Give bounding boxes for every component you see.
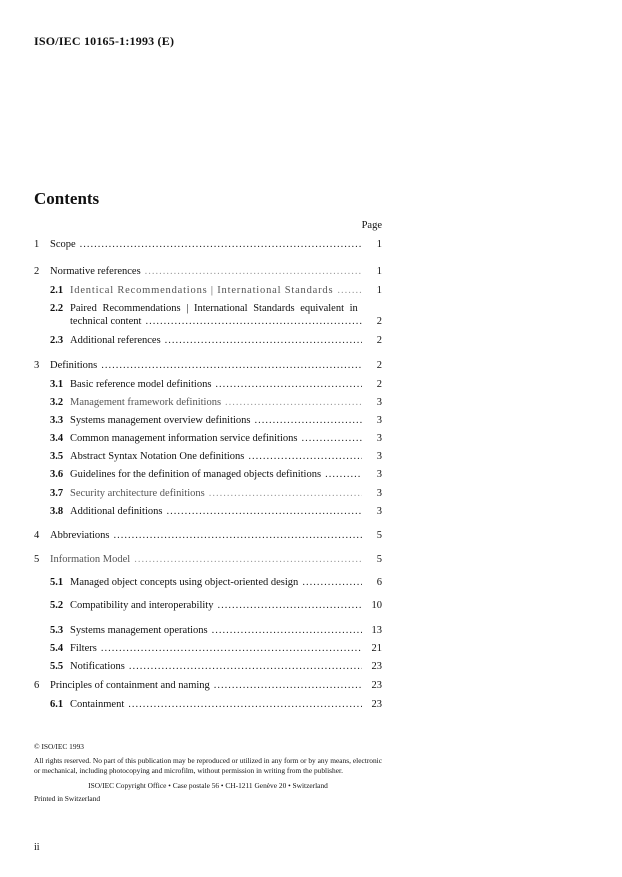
toc-entry-page: 2 bbox=[376, 360, 382, 371]
toc-entry[interactable] bbox=[34, 576, 382, 589]
toc-entry-title: Principles of containment and naming bbox=[50, 680, 210, 691]
toc-entry-number: 3.3 bbox=[50, 415, 64, 426]
toc-entry-page: 3 bbox=[376, 451, 382, 462]
toc-entry-title: Filters bbox=[70, 643, 97, 654]
toc-entry-page: 3 bbox=[376, 469, 382, 480]
toc-entry[interactable] bbox=[34, 450, 382, 463]
toc-entry-title: Definitions bbox=[50, 360, 98, 371]
toc-entry-number: 2 bbox=[34, 266, 40, 277]
toc-entry-page: 5 bbox=[376, 554, 382, 565]
toc-entry[interactable] bbox=[34, 265, 382, 278]
toc-entry-number: 5.3 bbox=[50, 625, 64, 636]
toc-entry-number: 1 bbox=[34, 239, 40, 250]
toc-entry-title: Systems management overview definitions bbox=[70, 415, 251, 426]
toc-entry-title: Systems management operations bbox=[70, 625, 208, 636]
toc-entry-page: 13 bbox=[371, 625, 382, 636]
dot-leader bbox=[129, 660, 362, 673]
toc-entry-title: Abstract Syntax Notation One definitions bbox=[70, 451, 245, 462]
toc-entry-number: 3.4 bbox=[50, 433, 64, 444]
toc-entry-number: 5 bbox=[34, 554, 40, 565]
toc-entry-number: 3.1 bbox=[50, 379, 64, 390]
toc-entry-title-continued: technical content bbox=[70, 316, 142, 327]
toc-entry-number: 3.5 bbox=[50, 451, 64, 462]
toc-entry[interactable] bbox=[34, 378, 382, 391]
toc-entry-number: 5.5 bbox=[50, 661, 64, 672]
toc-entry[interactable] bbox=[34, 679, 382, 692]
toc-entry-title: Additional references bbox=[70, 335, 161, 346]
toc-entry-page: 3 bbox=[376, 415, 382, 426]
toc-entry-page: 23 bbox=[371, 680, 382, 691]
dot-leader bbox=[337, 284, 362, 297]
toc-entry[interactable] bbox=[34, 529, 382, 542]
toc-entry-number: 5.4 bbox=[50, 643, 64, 654]
toc-entry-page: 2 bbox=[376, 316, 382, 327]
dot-leader bbox=[325, 468, 362, 481]
toc-entry-number: 5.2 bbox=[50, 600, 64, 611]
dot-leader bbox=[145, 265, 362, 278]
toc-entry-page: 1 bbox=[376, 266, 382, 277]
toc-entry-number: 2.3 bbox=[50, 335, 64, 346]
dot-leader bbox=[302, 576, 362, 589]
toc-entry-title: Management framework definitions bbox=[70, 397, 222, 408]
dot-leader bbox=[214, 679, 362, 692]
dot-leader bbox=[225, 396, 362, 409]
dot-leader bbox=[217, 599, 362, 612]
toc-entry-number: 3 bbox=[34, 360, 40, 371]
toc-entry[interactable] bbox=[34, 432, 382, 445]
toc-entry-title: Normative references bbox=[50, 266, 141, 277]
copyright-office-address: ISO/IEC Copyright Office • Case postale 56 • CH-1211 Genève 20 • Switzerland bbox=[88, 780, 328, 790]
toc-entry-page: 23 bbox=[371, 661, 382, 672]
toc-entry-title: Identical Recommendations | International Standards bbox=[70, 285, 334, 296]
copyright-notice bbox=[34, 742, 382, 805]
toc-entry[interactable] bbox=[34, 238, 382, 251]
toc-entry[interactable] bbox=[34, 505, 382, 518]
toc-entry-title: Notifications bbox=[70, 661, 125, 672]
toc-entry-page: 3 bbox=[376, 488, 382, 499]
toc-entry-page: 1 bbox=[376, 285, 382, 296]
dot-leader bbox=[209, 487, 362, 500]
toc-entry[interactable] bbox=[34, 487, 382, 500]
toc-entry[interactable] bbox=[34, 624, 382, 637]
toc-entry-number: 6.1 bbox=[50, 699, 64, 710]
toc-entry-title: Compatibility and interoperability bbox=[70, 600, 214, 611]
toc-entry-title: Managed object concepts using object-oriented design bbox=[70, 577, 299, 588]
toc-entry-page: 10 bbox=[371, 600, 382, 611]
copyright-line: © ISO/IEC 1993 bbox=[34, 742, 84, 751]
page-column-label: Page bbox=[361, 220, 382, 231]
toc-entry[interactable] bbox=[34, 302, 382, 328]
dot-leader bbox=[101, 642, 362, 655]
dot-leader bbox=[215, 378, 362, 391]
toc-entry-page: 6 bbox=[376, 577, 382, 588]
contents-title: Contents bbox=[34, 189, 100, 208]
rights-statement: All rights reserved. No part of this publication may be reproduced or utilized in any form or by any means, electronic or mechanical, including photocopying and microfilm, without permission in writing from the publisher. bbox=[34, 755, 382, 775]
toc-entry-title: Information Model bbox=[50, 554, 131, 565]
toc-entry[interactable] bbox=[34, 698, 382, 711]
dot-leader bbox=[114, 529, 363, 542]
toc-entry-number: 3.8 bbox=[50, 506, 64, 517]
dot-leader bbox=[80, 238, 362, 251]
toc-entry-title: Paired Recommendations | International Standards equivalent in bbox=[70, 303, 358, 314]
toc-entry-title: Basic reference model definitions bbox=[70, 379, 212, 390]
toc-entry-title: Common management information service definitions bbox=[70, 433, 298, 444]
toc-entry-number: 2.1 bbox=[50, 285, 64, 296]
toc-entry-title: Guidelines for the definition of managed objects definitions bbox=[70, 469, 322, 480]
toc-entry-page: 3 bbox=[376, 506, 382, 517]
toc-entry-page: 2 bbox=[376, 335, 382, 346]
dot-leader bbox=[255, 414, 362, 427]
toc-entry-page: 23 bbox=[371, 699, 382, 710]
dot-leader bbox=[134, 553, 362, 566]
toc-entry-page: 5 bbox=[376, 530, 382, 541]
toc-entry[interactable] bbox=[34, 468, 382, 481]
toc-entry[interactable] bbox=[34, 642, 382, 655]
toc-entry[interactable] bbox=[34, 553, 382, 566]
toc-entry-page: 1 bbox=[376, 239, 382, 250]
dot-leader bbox=[128, 698, 362, 711]
toc-entry[interactable] bbox=[34, 359, 382, 372]
toc-entry[interactable] bbox=[34, 414, 382, 427]
toc-entry-number: 3.2 bbox=[50, 397, 64, 408]
toc-entry-number: 3.7 bbox=[50, 488, 64, 499]
toc-entry-title: Abbreviations bbox=[50, 530, 110, 541]
toc-entry-title: Additional definitions bbox=[70, 506, 163, 517]
dot-leader bbox=[165, 334, 362, 347]
toc-entry[interactable] bbox=[34, 660, 382, 673]
toc-entry-page: 2 bbox=[376, 379, 382, 390]
dot-leader bbox=[145, 315, 362, 328]
toc-entry-number: 4 bbox=[34, 530, 40, 541]
dot-leader bbox=[101, 359, 362, 372]
dot-leader bbox=[166, 505, 362, 518]
toc-entry[interactable] bbox=[34, 334, 382, 347]
dot-leader bbox=[212, 624, 362, 637]
dot-leader bbox=[248, 450, 362, 463]
printed-in: Printed in Switzerland bbox=[34, 794, 101, 803]
toc-entry-number: 6 bbox=[34, 680, 40, 691]
toc-entry-page: 21 bbox=[371, 643, 382, 654]
toc-entry-title: Scope bbox=[50, 239, 76, 250]
toc-entry-title: Containment bbox=[70, 699, 125, 710]
document-header: ISO/IEC 10165-1:1993 (E) bbox=[34, 34, 175, 48]
toc-entry-title: Security architecture definitions bbox=[70, 488, 205, 499]
dot-leader bbox=[301, 432, 362, 445]
toc-entry[interactable] bbox=[34, 599, 382, 612]
toc-entry[interactable] bbox=[34, 284, 382, 297]
toc-entry-page: 3 bbox=[376, 433, 382, 444]
toc-entry[interactable] bbox=[34, 396, 382, 409]
toc-entry-number: 5.1 bbox=[50, 577, 64, 588]
toc-entry-number: 2.2 bbox=[50, 303, 64, 314]
toc-entry-page: 3 bbox=[376, 397, 382, 408]
toc-entry-number: 3.6 bbox=[50, 469, 64, 480]
page-number: ii bbox=[34, 842, 40, 853]
